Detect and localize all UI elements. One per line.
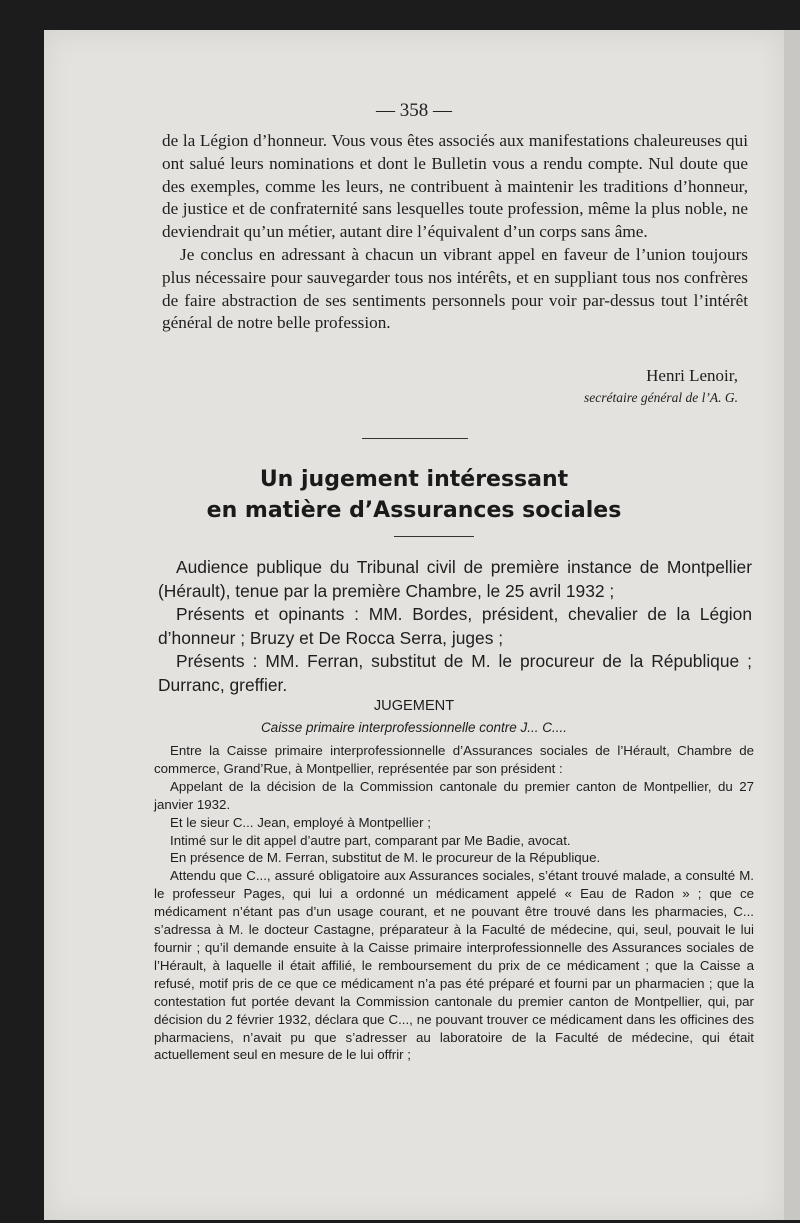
book-page xyxy=(44,30,784,1220)
judgment-paragraph: Attendu que C..., assuré obligatoire aux Assurances sociales, s’étant trouvé malade, a consulté M. le professeur Pages, qui lui a ordonné un médicament appelé « Eau de Radon » ; que ce médicament n’étant pas d’un usage courant, et ne pouvant être trouvé dans les pharmacies, C... s’adressa à M. le docteur Castagne, préparateur à la Faculté de médecine, qui, seul, pouvait le lui fournir ; qu’il demande ensuite à la Caisse primaire interprofessionnelle des Assurances sociales de l’Hérault, à laquelle il était affilié, le remboursement du prix de ce médicament ; que la Caisse a refusé, motif pris de ce que ce médicament n’a pas été préparé et fourni par un pharmacien ; que la contestation fut portée devant la Commission cantonale du premier canton de Montpellier, qui, par décision du 2 février 1932, déclara que C..., ne pouvant trouver ce médicament dans les officines des pharmaciens, n’avait pu que s’adresser au laboratoire de la Faculté de médecine, qui était actuellement seul en mesure de le lui offrir ; xyxy=(154,868,754,1063)
judgment-heading: JUGEMENT xyxy=(373,698,455,714)
judgment-subheading: Caisse primaire interprofessionnelle contre J... C.... xyxy=(260,720,568,735)
next-page-edge xyxy=(784,30,800,1220)
intro-text xyxy=(162,130,748,335)
intro-paragraph-2: Je conclus en adressant à chacun un vibrant appel en faveur de l’union toujours plus nécessaire pour sauvegarder tous nos intérêts, et en suppliant tous nos confrères de faire abstraction de ses sentiments personnels pour voir par-dessus tout l’intérêt général de notre belle profession. xyxy=(162,244,748,333)
hearing-paragraph-3: Présents : MM. Ferran, substitut de M. le procureur de la République ; Durranc, greffier. xyxy=(158,651,752,695)
judgment-paragraph: Entre la Caisse primaire interprofessionnelle d’Assurances sociales de l’Hérault, Chambre de commerce, Grand’Rue, à Montpellier, représentée par son président : xyxy=(154,743,754,776)
article-title-line-2: en matière d’Assurances sociales xyxy=(206,498,622,523)
title-divider xyxy=(394,536,474,537)
judgment-paragraph: Et le sieur C... Jean, employé à Montpellier ; xyxy=(170,814,431,830)
judgment-paragraph: Appelant de la décision de la Commission cantonale du premier canton de Montpellier, du 27 janvier 1932. xyxy=(154,778,754,812)
judgment-text xyxy=(154,742,754,1064)
hearing-text xyxy=(158,556,752,697)
section-divider xyxy=(362,438,468,439)
judgment-paragraph: Intimé sur le dit appel d’autre part, comparant par Me Badie, avocat. xyxy=(170,832,571,848)
intro-paragraph-1: de la Légion d’honneur. Vous vous êtes associés aux manifestations chaleureuses qui ont salué leurs nominations et dont le Bulletin vous a rendu compte. Nul doute que des exemples, comme les leurs, ne contribuent à maintenir les traditions d’honneur, de justice et de confraternité sans lesquelles toute profession, même la plus noble, ne deviendrait qu’un métier, autant dire l’équivalent d’un corps sans âme. xyxy=(162,131,748,242)
article-title xyxy=(44,464,784,526)
signature-name: Henri Lenoir, xyxy=(646,366,738,385)
page-number: — 358 — xyxy=(376,100,452,121)
hearing-paragraph-2: Présents et opinants : MM. Bordes, président, chevalier de la Légion d’honneur ; Bruzy et De Rocca Serra, juges ; xyxy=(158,604,752,648)
signature-role: secrétaire général de l’A. G. xyxy=(584,390,738,405)
article-title-line-1: Un jugement intéressant xyxy=(259,467,569,492)
hearing-paragraph-1: Audience publique du Tribunal civil de première instance de Montpellier (Hérault), tenue par la première Chambre, le 25 avril 1932 ; xyxy=(158,557,752,601)
judgment-paragraph: En présence de M. Ferran, substitut de M. le procureur de la République. xyxy=(170,850,601,866)
